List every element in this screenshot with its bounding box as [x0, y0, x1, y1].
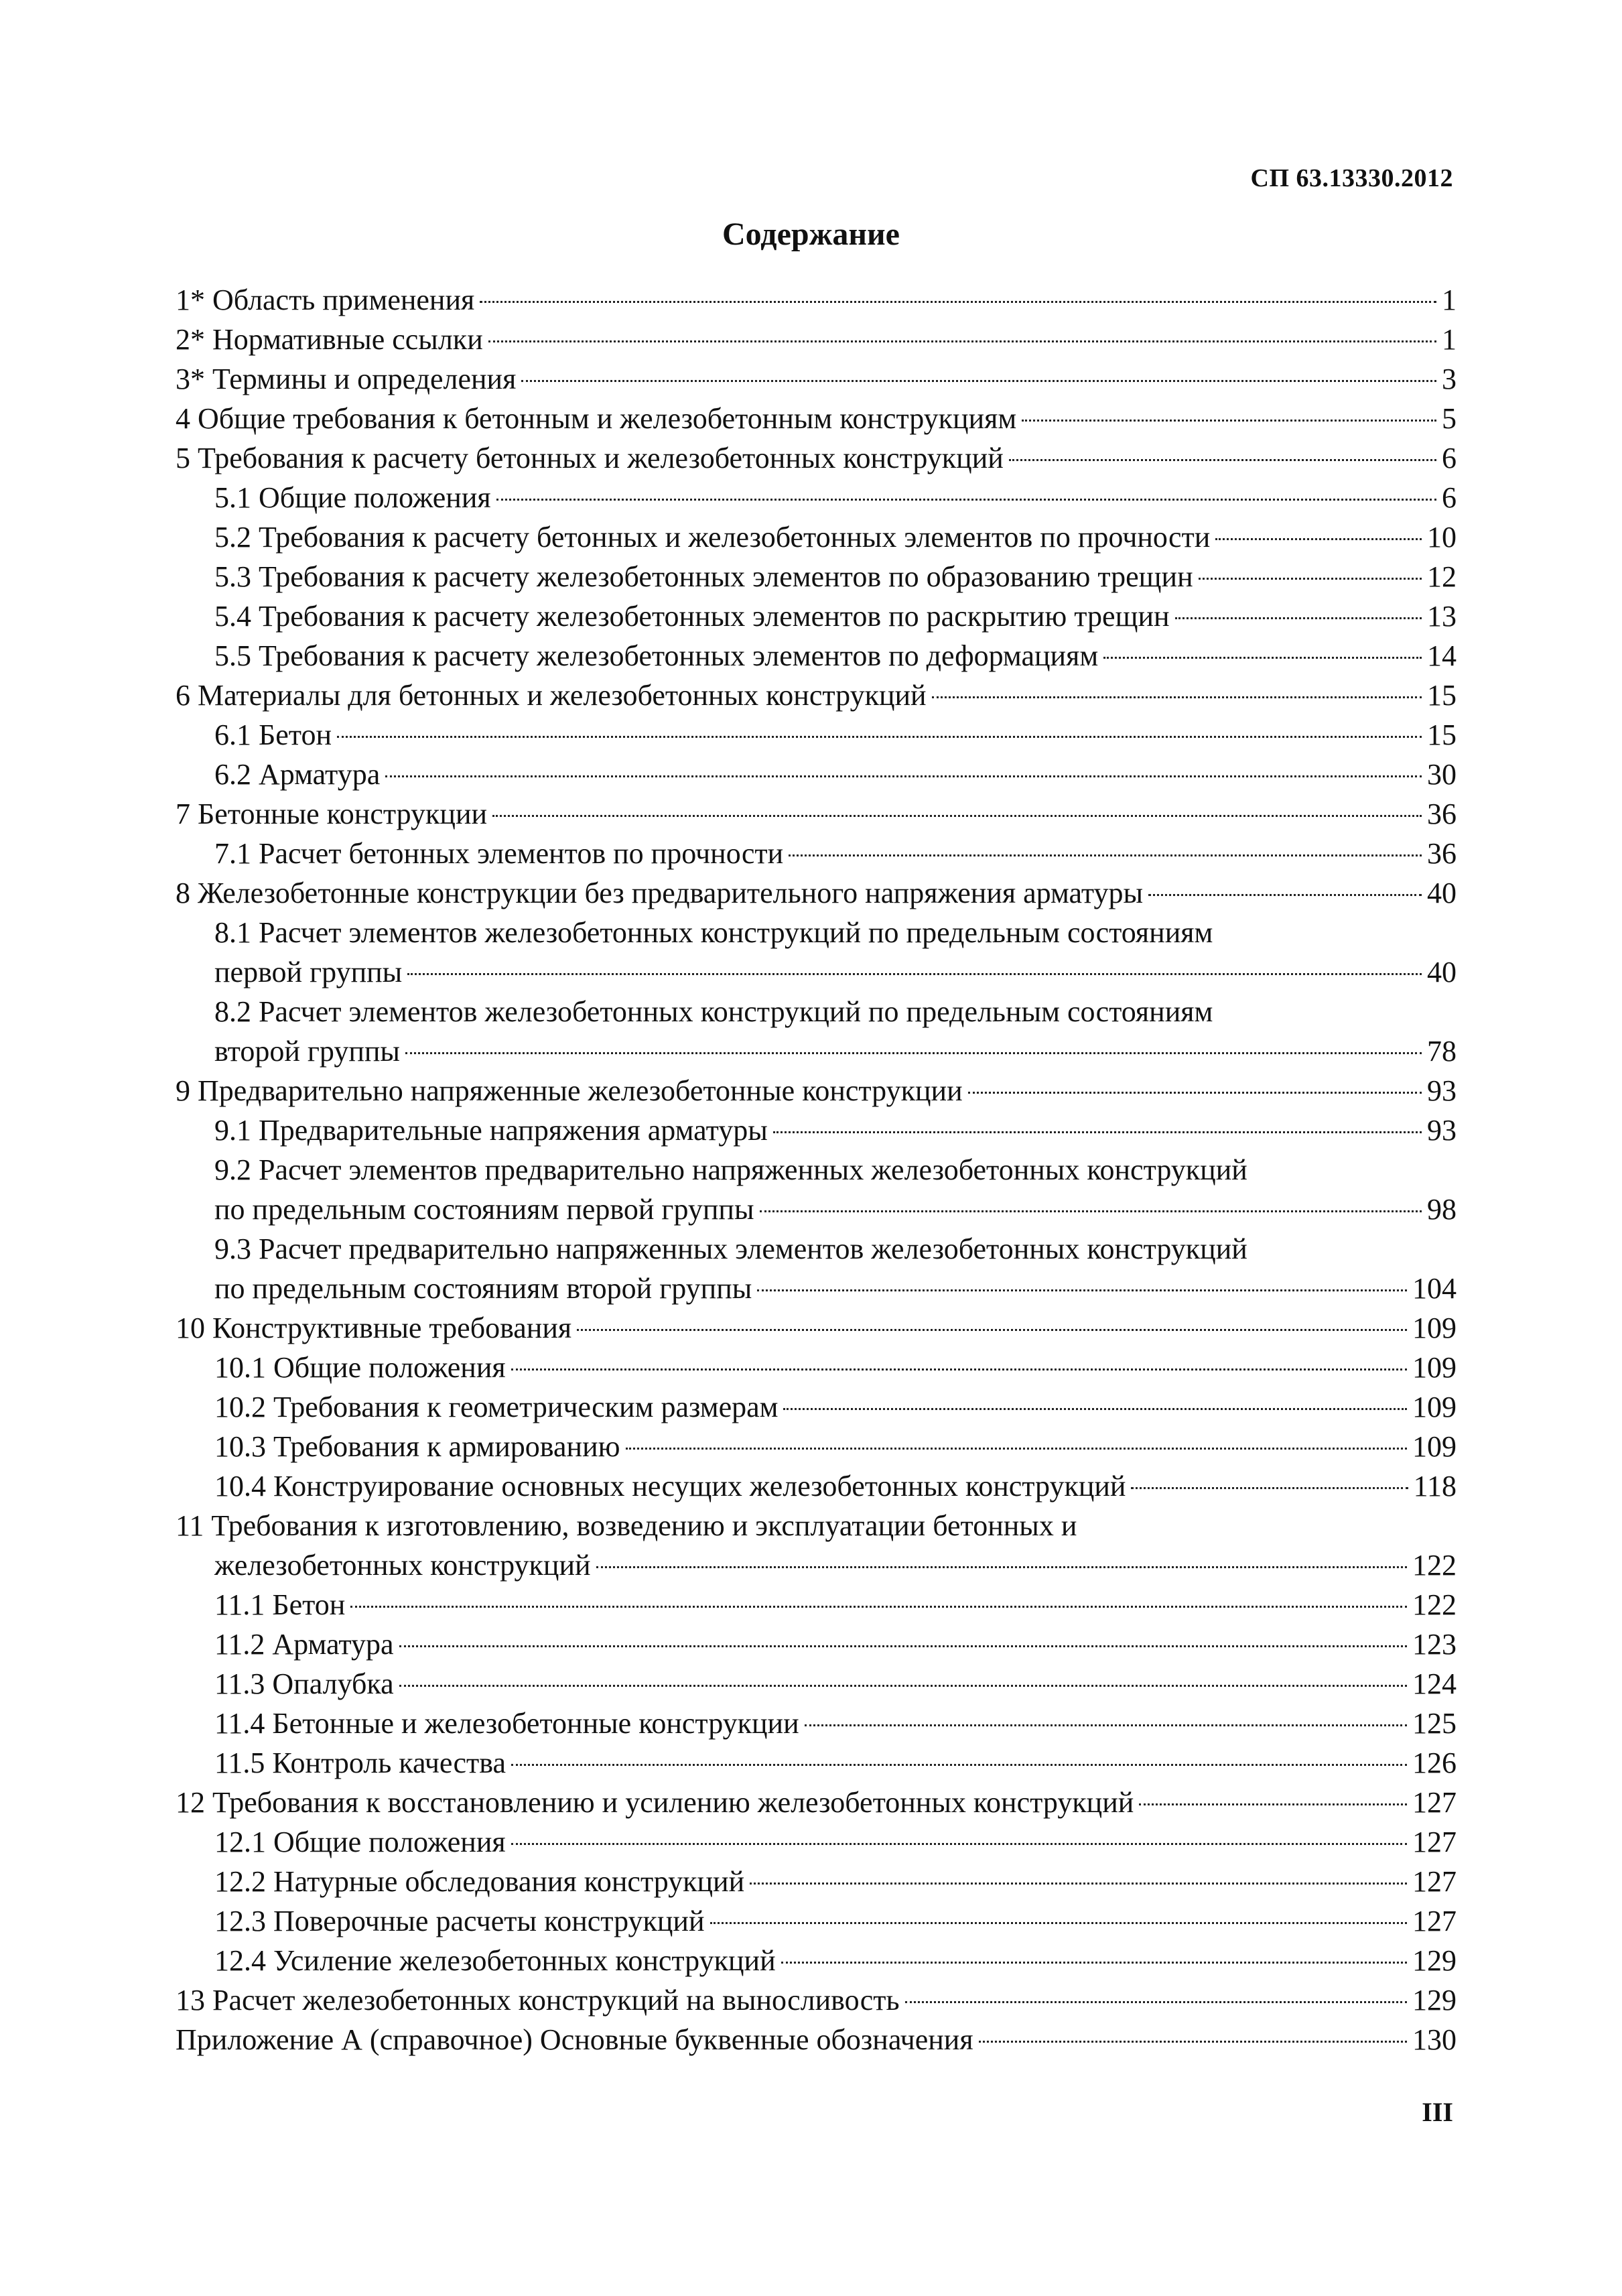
toc-entry-page: 36 — [1427, 837, 1457, 870]
toc-leader-dots — [1148, 894, 1422, 896]
toc-entry-text-line2: по предельным состояниям второй группы — [214, 1272, 752, 1305]
toc-entry-text-line1: 9.3 Расчет предварительно напряженных элементов железобетонных конструкций — [214, 1232, 1247, 1265]
toc-entry-page: 124 — [1412, 1667, 1457, 1700]
toc-entry-text: 6 Материалы для бетонных и железобетонных конструкций — [176, 679, 927, 712]
toc-leader-dots — [480, 301, 1436, 303]
toc-leader-dots — [757, 1289, 1407, 1291]
toc-entry-text: Приложение А (справочное) Основные буквенные обозначения — [176, 2023, 973, 2056]
toc-entry-text: 10.4 Конструирование основных несущих железобетонных конструкций — [214, 1470, 1126, 1503]
toc-entry[interactable] — [176, 1071, 1457, 1110]
toc-entry-text: 6.1 Бетон — [214, 718, 332, 751]
toc-entry-text: 12.2 Натурные обследования конструкций — [214, 1865, 745, 1898]
toc-leader-dots — [968, 1092, 1422, 1094]
toc-leader-dots — [405, 1052, 1422, 1054]
toc-subentry[interactable] — [176, 1901, 1457, 1941]
toc-entry-text: 10.2 Требования к геометрическим размерам — [214, 1391, 779, 1423]
toc-entry-text: 12.3 Поверочные расчеты конструкций — [214, 1905, 705, 1937]
toc-entry-page: 118 — [1413, 1470, 1457, 1503]
toc-entry-text: 5 Требования к расчету бетонных и железобетонных конструкций — [176, 442, 1004, 474]
toc-entry-page: 127 — [1412, 1905, 1457, 1937]
toc-subentry[interactable] — [176, 1427, 1457, 1466]
toc-entry-text: 11.5 Контроль качества — [214, 1746, 506, 1779]
toc-entry[interactable] — [176, 794, 1457, 834]
toc-entry-page: 40 — [1427, 956, 1457, 988]
toc-subentry[interactable] — [176, 1624, 1457, 1664]
toc-entry-page: 10 — [1427, 521, 1457, 554]
toc-entry-page: 15 — [1427, 679, 1457, 712]
toc-subentry[interactable] — [176, 1585, 1457, 1624]
toc-subentry[interactable] — [176, 1110, 1457, 1150]
toc-entry[interactable] — [176, 676, 1457, 715]
toc-entry-page: 6 — [1442, 481, 1457, 514]
toc-entry-text: 5.2 Требования к расчету бетонных и железобетонных элементов по прочности — [214, 521, 1211, 554]
toc-entry-text: 11.3 Опалубка — [214, 1667, 394, 1700]
toc-entry-text: 12 Требования к восстановлению и усилению железобетонных конструкций — [176, 1786, 1134, 1819]
toc-leader-dots — [805, 1724, 1407, 1726]
toc-entry-page: 78 — [1427, 1035, 1457, 1068]
toc-entry-page: 93 — [1427, 1114, 1457, 1147]
toc-entry-text: 1* Область применения — [176, 283, 475, 316]
toc-entry-page: 109 — [1412, 1391, 1457, 1423]
toc-leader-dots — [1022, 420, 1436, 422]
toc-entry-page: 13 — [1427, 600, 1457, 633]
toc-entry-page: 30 — [1427, 758, 1457, 791]
toc-leader-dots — [773, 1131, 1422, 1133]
toc-entry-text: 11.1 Бетон — [214, 1588, 346, 1621]
toc-leader-dots — [750, 1883, 1407, 1885]
toc-leader-dots — [905, 2001, 1407, 2003]
toc-leader-dots — [760, 1210, 1422, 1212]
toc-entry-page: 98 — [1427, 1193, 1457, 1226]
toc-entry-text-line2: первой группы — [214, 956, 403, 988]
toc-leader-dots — [385, 775, 1422, 777]
toc-entry-text: 6.2 Арматура — [214, 758, 381, 791]
toc-entry-page: 109 — [1412, 1430, 1457, 1463]
toc-entry-page: 93 — [1427, 1074, 1457, 1107]
toc-entry[interactable] — [176, 399, 1457, 438]
toc-subentry-multiline[interactable] — [176, 992, 1457, 1071]
toc-entry-last-line — [176, 1545, 1457, 1585]
toc-entry-text: 7.1 Расчет бетонных элементов по прочности — [214, 837, 784, 870]
toc-entry-text: 8 Железобетонные конструкции без предварительного напряжения арматуры — [176, 877, 1144, 909]
toc-subentry-multiline[interactable] — [176, 913, 1457, 992]
toc-entry-multiline[interactable] — [176, 1506, 1457, 1585]
toc-entry[interactable] — [176, 1783, 1457, 1822]
toc-entry-text: 13 Расчет железобетонных конструкций на выносливость — [176, 1984, 900, 2017]
toc-entry[interactable] — [176, 359, 1457, 399]
page-number: III — [1422, 2097, 1453, 2127]
toc-entry-page: 126 — [1412, 1746, 1457, 1779]
toc-entry-text-line1: 8.2 Расчет элементов железобетонных конструкций по предельным состояниям — [214, 995, 1213, 1028]
toc-leader-dots — [511, 1843, 1407, 1845]
toc-subentry[interactable] — [176, 1941, 1457, 1980]
toc-entry-page: 127 — [1412, 1826, 1457, 1858]
toc-entry-page: 122 — [1412, 1588, 1457, 1621]
toc-entry-text: 5.5 Требования к расчету железобетонных элементов по деформациям — [214, 639, 1099, 672]
toc-entry-page: 1 — [1442, 283, 1457, 316]
toc-subentry[interactable] — [176, 517, 1457, 557]
toc-subentry[interactable] — [176, 1704, 1457, 1743]
toc-leader-dots — [710, 1922, 1408, 1924]
toc-leader-dots — [781, 1962, 1407, 1964]
toc-entry-page: 125 — [1412, 1707, 1457, 1740]
toc-leader-dots — [1139, 1803, 1407, 1805]
toc-entry-text: 12.1 Общие положения — [214, 1826, 506, 1858]
toc-entry-page: 15 — [1427, 718, 1457, 751]
toc-entry-last-line — [214, 1269, 1457, 1308]
toc-entry-text-line1: 9.2 Расчет элементов предварительно напряженных железобетонных конструкций — [214, 1153, 1247, 1186]
toc-subentry-multiline[interactable] — [176, 1150, 1457, 1229]
toc-entry-text: 9 Предварительно напряженные железобетонные конструкции — [176, 1074, 963, 1107]
toc-entry-text: 5.1 Общие положения — [214, 481, 491, 514]
toc-entry[interactable] — [176, 2020, 1457, 2059]
toc-subentry[interactable] — [176, 596, 1457, 636]
toc-entry-page: 40 — [1427, 877, 1457, 909]
toc-leader-dots — [626, 1448, 1408, 1450]
toc-entry-page: 123 — [1412, 1628, 1457, 1661]
toc-entry-page: 109 — [1412, 1351, 1457, 1384]
toc-subentry[interactable] — [176, 557, 1457, 596]
table-of-contents — [176, 280, 1457, 2059]
toc-entry-page: 127 — [1412, 1865, 1457, 1898]
toc-subentry[interactable] — [176, 1822, 1457, 1862]
toc-subentry[interactable] — [176, 1664, 1457, 1704]
toc-leader-dots — [1215, 538, 1422, 540]
toc-subentry-multiline[interactable] — [176, 1229, 1457, 1308]
toc-leader-dots — [1103, 657, 1422, 659]
toc-leader-dots — [511, 1368, 1407, 1370]
toc-entry-text: 11.4 Бетонные и железобетонные конструкции — [214, 1707, 799, 1740]
toc-entry[interactable] — [176, 1980, 1457, 2020]
toc-subentry[interactable] — [176, 1387, 1457, 1427]
toc-entry-page: 109 — [1412, 1312, 1457, 1344]
toc-entry-text: 11.2 Арматура — [214, 1628, 394, 1661]
toc-entry[interactable] — [176, 873, 1457, 913]
toc-subentry[interactable] — [176, 1862, 1457, 1901]
toc-entry-text-line1: 8.1 Расчет элементов железобетонных конструкций по предельным состояниям — [214, 916, 1213, 949]
toc-leader-dots — [521, 380, 1436, 382]
toc-leader-dots — [596, 1566, 1407, 1568]
toc-leader-dots — [979, 2041, 1407, 2043]
toc-entry-text: 9.1 Предварительные напряжения арматуры — [214, 1114, 768, 1147]
toc-entry-text: 5.3 Требования к расчету железобетонных элементов по образованию трещин — [214, 560, 1193, 593]
toc-subentry[interactable] — [176, 1743, 1457, 1783]
toc-entry-text: 10 Конструктивные требования — [176, 1312, 572, 1344]
toc-leader-dots — [789, 854, 1422, 856]
toc-entry-text: 4 Общие требования к бетонным и железобетонным конструкциям — [176, 402, 1017, 435]
toc-leader-dots — [337, 736, 1422, 738]
toc-title: Содержание — [722, 216, 900, 252]
toc-entry-text: 3* Термины и определения — [176, 363, 517, 395]
toc-subentry[interactable] — [176, 478, 1457, 517]
toc-entry-text: 7 Бетонные конструкции — [176, 798, 488, 830]
toc-entry-text: 10.1 Общие положения — [214, 1351, 506, 1384]
toc-entry-text: 10.3 Требования к армированию — [214, 1430, 620, 1463]
toc-entry-page: 36 — [1427, 798, 1457, 830]
toc-leader-dots — [1131, 1487, 1408, 1489]
toc-entry-page: 130 — [1412, 2023, 1457, 2056]
document-code: СП 63.13330.2012 — [1250, 164, 1453, 192]
toc-leader-dots — [492, 815, 1422, 817]
toc-entry-text-line2: по предельным состояниям первой группы — [214, 1193, 754, 1226]
toc-entry-page: 129 — [1412, 1944, 1457, 1977]
toc-subentry[interactable] — [176, 636, 1457, 676]
toc-leader-dots — [1175, 617, 1422, 619]
toc-leader-dots — [783, 1408, 1407, 1410]
toc-entry[interactable] — [176, 1308, 1457, 1348]
toc-entry-page: 14 — [1427, 639, 1457, 672]
toc-leader-dots — [399, 1645, 1407, 1647]
toc-leader-dots — [350, 1606, 1407, 1608]
toc-entry-page: 3 — [1442, 363, 1457, 395]
toc-entry[interactable] — [176, 438, 1457, 478]
toc-entry-text: 12.4 Усиление железобетонных конструкций — [214, 1944, 776, 1977]
toc-entry-page: 122 — [1412, 1549, 1457, 1582]
toc-entry-text-line1: 11 Требования к изготовлению, возведению и эксплуатации бетонных и — [176, 1509, 1077, 1542]
toc-leader-dots — [932, 696, 1422, 698]
toc-subentry[interactable] — [176, 1466, 1457, 1506]
toc-leader-dots — [407, 973, 1422, 975]
toc-leader-dots — [399, 1685, 1407, 1687]
toc-entry-last-line — [214, 1031, 1457, 1071]
toc-subentry[interactable] — [176, 715, 1457, 755]
toc-subentry[interactable] — [176, 755, 1457, 794]
toc-entry-text-line2: второй группы — [214, 1035, 400, 1068]
toc-leader-dots — [511, 1764, 1407, 1766]
toc-entry-page: 104 — [1412, 1272, 1457, 1305]
toc-leader-dots — [1199, 578, 1422, 580]
toc-leader-dots — [1009, 459, 1436, 461]
toc-subentry[interactable] — [176, 834, 1457, 873]
toc-entry-page: 1 — [1442, 323, 1457, 356]
toc-entry-page: 12 — [1427, 560, 1457, 593]
toc-entry-page: 6 — [1442, 442, 1457, 474]
toc-leader-dots — [577, 1329, 1407, 1331]
toc-leader-dots — [496, 499, 1436, 501]
toc-entry-page: 127 — [1412, 1786, 1457, 1819]
toc-entry-last-line — [214, 952, 1457, 992]
toc-entry-last-line — [214, 1190, 1457, 1229]
toc-entry-text: 5.4 Требования к расчету железобетонных элементов по раскрытию трещин — [214, 600, 1170, 633]
toc-entry-text: 2* Нормативные ссылки — [176, 323, 483, 356]
toc-leader-dots — [488, 340, 1436, 342]
toc-subentry[interactable] — [176, 1348, 1457, 1387]
toc-entry-page: 129 — [1412, 1984, 1457, 2017]
toc-entry[interactable] — [176, 280, 1457, 320]
toc-entry-text-line2: железобетонных конструкций — [214, 1549, 591, 1582]
toc-entry[interactable] — [176, 320, 1457, 359]
toc-entry-page: 5 — [1442, 402, 1457, 435]
